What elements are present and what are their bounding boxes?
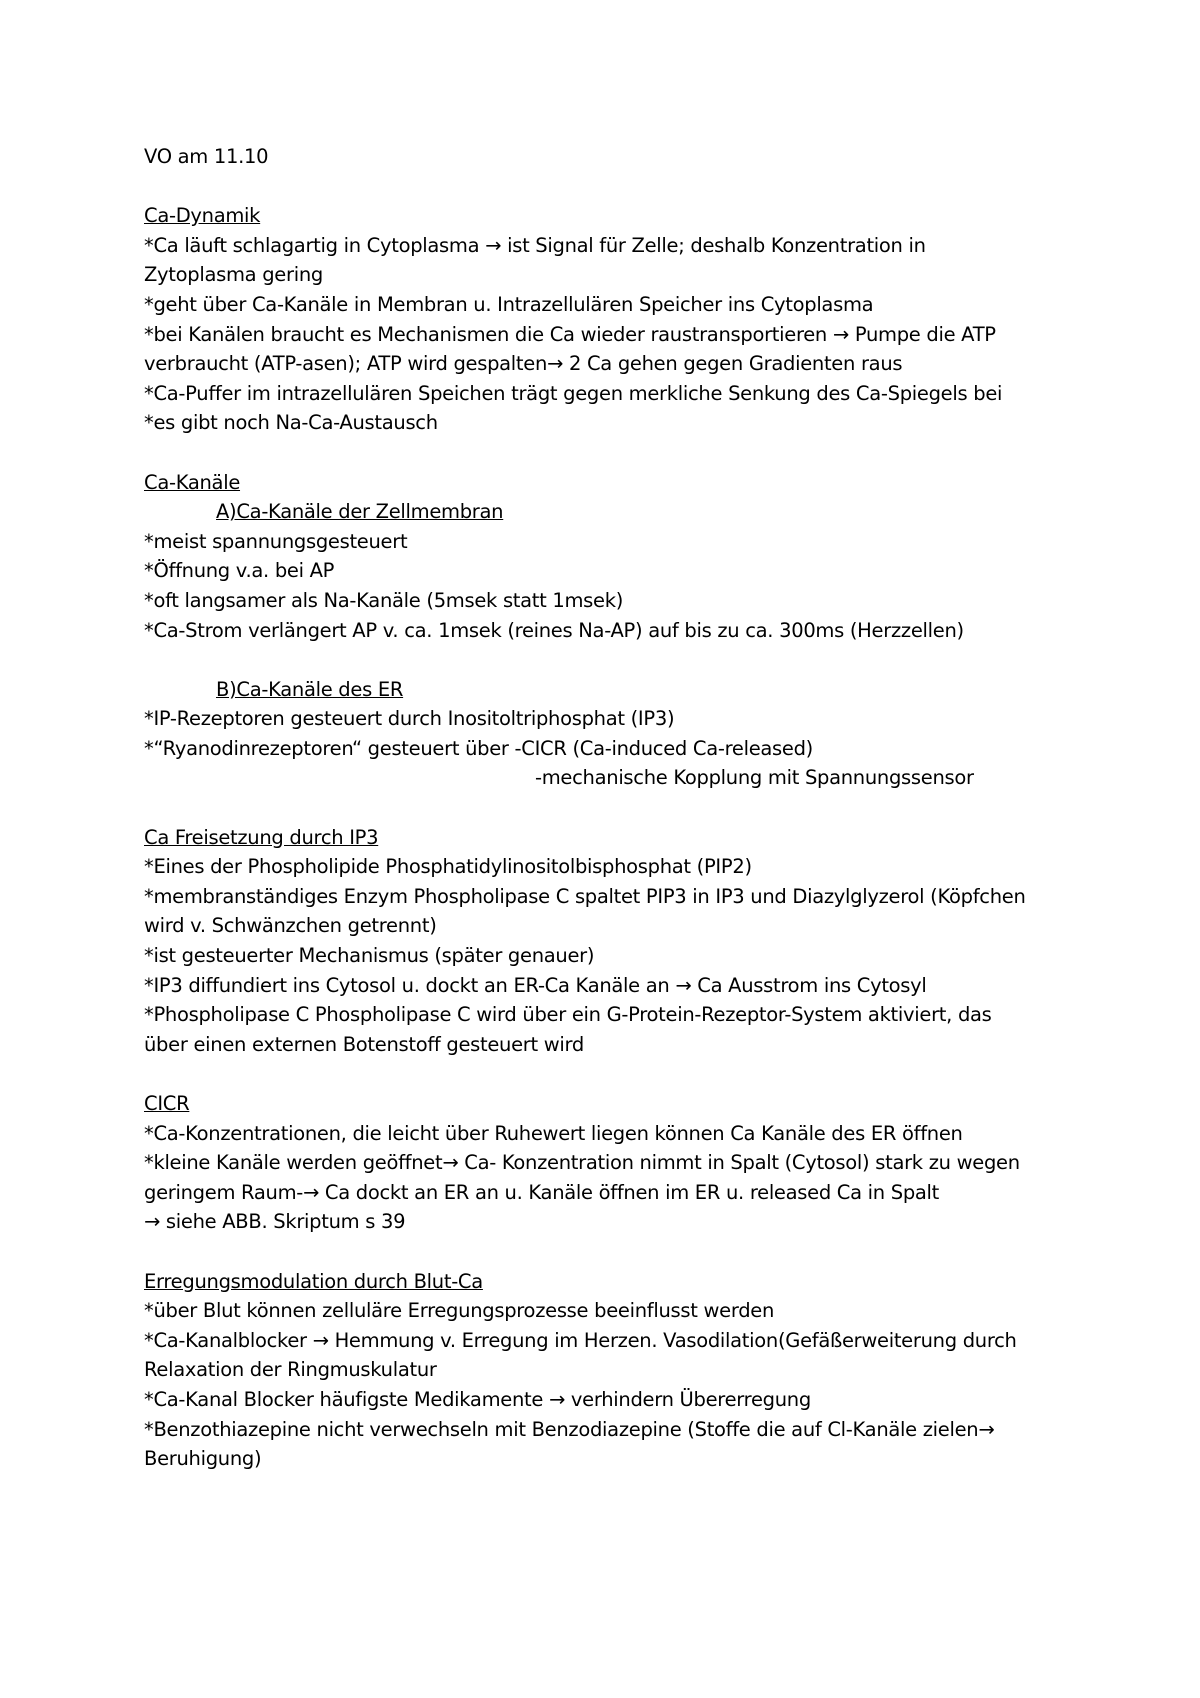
spacer — [144, 438, 1094, 468]
text-line: *geht über Ca-Kanäle in Membran u. Intrazellulären Speicher ins Cytoplasma — [144, 292, 874, 316]
text-line: über einen externen Botenstoff gesteuert wird — [144, 1032, 584, 1056]
document-title: VO am 11.10 — [144, 145, 269, 168]
text-line-indented: -mechanische Kopplung mit Spannungssensor — [535, 766, 974, 790]
text-line: *bei Kanälen braucht es Mechanismen die Ca wieder raustransportieren → Pumpe die ATP — [144, 322, 996, 346]
text-line: Zytoplasma gering — [144, 263, 323, 287]
text-line: *ist gesteuerter Mechanismus (später genauer) — [144, 944, 595, 968]
text-line: Beruhigung) — [144, 1447, 262, 1471]
text-line: *kleine Kanäle werden geöffnet→ Ca- Konzentration nimmt in Spalt (Cytosol) stark zu wegen — [144, 1151, 1020, 1175]
spacer — [144, 1237, 1094, 1267]
text-line: *Ca-Kanalblocker → Hemmung v. Erregung im Herzen. Vasodilation(Gefäßerweiterung durch — [144, 1328, 1017, 1352]
text-line: *Ca läuft schlagartig in Cytoplasma → ist Signal für Zelle; deshalb Konzentration in — [144, 233, 926, 257]
text-line: *Ca-Puffer im intrazellulären Speichen trägt gegen merkliche Senkung des Ca-Spiegels bei — [144, 381, 1003, 405]
text-line: *oft langsamer als Na-Kanäle (5msek statt 1msek) — [144, 588, 624, 612]
text-line: *IP3 diffundiert ins Cytosol u. dockt an ER-Ca Kanäle an → Ca Ausstrom ins Cytosyl — [144, 973, 927, 997]
section-heading-ip3: Ca Freisetzung durch IP3 — [144, 825, 379, 849]
text-line: verbraucht (ATP-asen); ATP wird gespalten→ 2 Ca gehen gegen Gradienten raus — [144, 352, 903, 376]
text-line: *Ca-Strom verlängert AP v. ca. 1msek (reines Na-AP) auf bis zu ca. 300ms (Herzzellen) — [144, 618, 964, 642]
text-line: *Ca-Kanal Blocker häufigste Medikamente → verhindern Übererregung — [144, 1387, 811, 1411]
spacer — [144, 645, 1094, 675]
section-heading-cicr: CICR — [144, 1092, 190, 1115]
subheading-zellmembran: A)Ca-Kanäle der Zellmembran — [216, 500, 504, 524]
spacer — [144, 1059, 1094, 1089]
text-line: *meist spannungsgesteuert — [144, 529, 408, 553]
text-line: Relaxation der Ringmuskulatur — [144, 1358, 437, 1382]
spacer — [144, 793, 1094, 823]
text-line: wird v. Schwänzchen getrennt) — [144, 914, 437, 938]
text-line: *Phospholipase C Phospholipase C wird über ein G-Protein-Rezeptor-System aktiviert, das — [144, 1003, 992, 1027]
text-line: → siehe ABB. Skriptum s 39 — [144, 1210, 406, 1234]
section-heading-erregungsmodulation: Erregungsmodulation durch Blut-Ca — [144, 1269, 483, 1293]
section-heading-ca-dynamik: Ca-Dynamik — [144, 204, 261, 228]
text-line: *Öffnung v.a. bei AP — [144, 559, 335, 583]
text-line: *membranständiges Enzym Phospholipase C spaltet PIP3 in IP3 und Diazylglyzerol (Köpfchen — [144, 884, 1026, 908]
text-line: *über Blut können zelluläre Erregungsprozesse beeinflusst werden — [144, 1299, 775, 1323]
text-line: *IP-Rezeptoren gesteuert durch Inositoltriphosphat (IP3) — [144, 707, 675, 731]
document-content — [144, 142, 1094, 1474]
text-line: *“Ryanodinrezeptoren“ gesteuert über -CICR (Ca-induced Ca-released) — [144, 736, 813, 760]
text-line: *Ca-Konzentrationen, die leicht über Ruhewert liegen können Ca Kanäle des ER öffnen — [144, 1121, 963, 1145]
text-line: *es gibt noch Na-Ca-Austausch — [144, 411, 438, 435]
subheading-er: B)Ca-Kanäle des ER — [216, 677, 404, 701]
text-line: *Eines der Phospholipide Phosphatidylinositolbisphosphat (PIP2) — [144, 855, 752, 879]
text-line: geringem Raum-→ Ca dockt an ER an u. Kanäle öffnen im ER u. released Ca in Spalt — [144, 1180, 940, 1204]
text-line: *Benzothiazepine nicht verwechseln mit Benzodiazepine (Stoffe die auf Cl-Kanäle zielen→ — [144, 1417, 995, 1441]
spacer — [144, 172, 1094, 202]
section-heading-ca-kanaele: Ca-Kanäle — [144, 470, 241, 494]
